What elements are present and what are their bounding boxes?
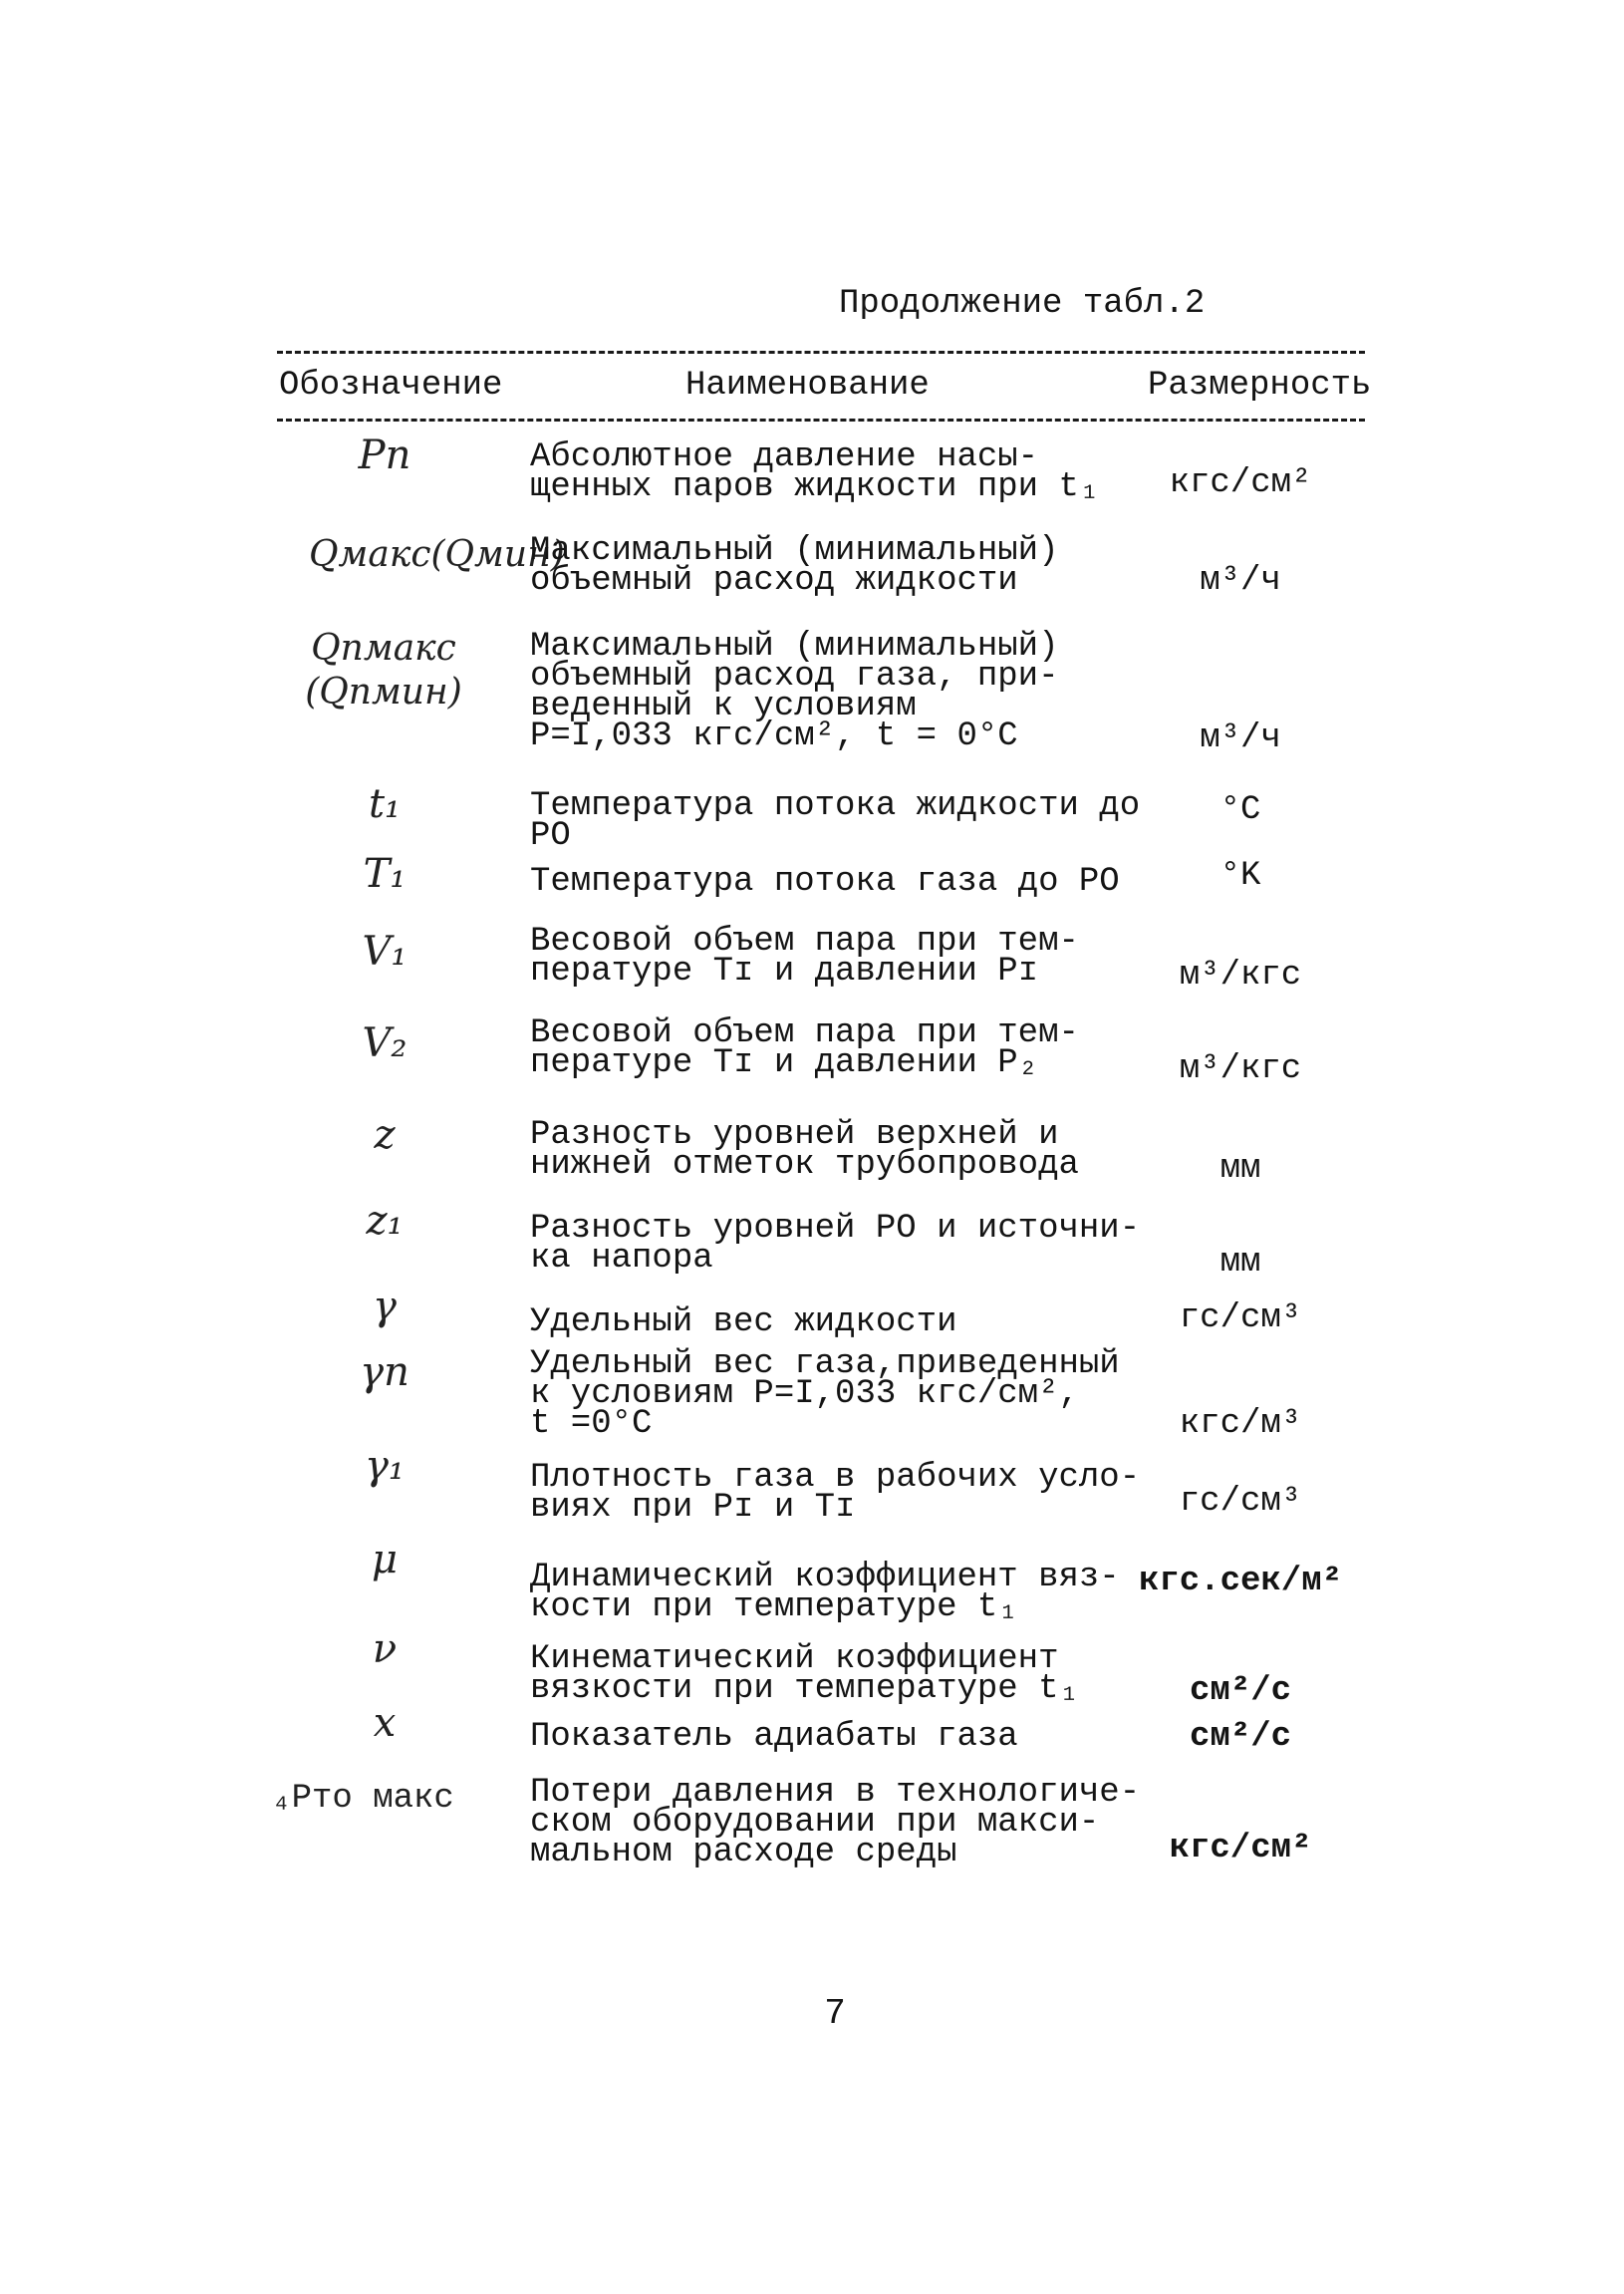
row-name-line: виях при Pɪ и Tɪ — [530, 1489, 856, 1527]
row-name-line: вязкости при температуре t₁ — [530, 1670, 1079, 1708]
row-name-line: объемный расход газа, при- — [530, 658, 1059, 696]
row-name-line: Кинематический коэффициент — [530, 1640, 1059, 1678]
row-symbol: Qмакс(Qмин) — [309, 534, 565, 575]
header-unit: Размерность — [1148, 367, 1372, 405]
row-name-line: Плотность газа в рабочих усло- — [530, 1459, 1141, 1497]
row-symbol: ₄Pто макс — [271, 1780, 454, 1818]
row-symbol-secondary: (Qпмин) — [305, 672, 462, 713]
row-unit: гс/см³ — [1179, 1299, 1302, 1337]
row-name-line: веденный к условиям — [530, 688, 917, 725]
row-unit: м³/ч — [1200, 562, 1281, 600]
row-symbol: Qпмакс — [311, 628, 456, 669]
row-unit: см²/с — [1189, 1672, 1292, 1710]
row-symbol: γп — [360, 1349, 409, 1395]
row-name-line: Динамический коэффициент вяз- — [530, 1559, 1120, 1596]
row-name-line: Максимальный (минимальный) — [530, 532, 1059, 570]
row-name-line: Разность уровней РО и источни- — [530, 1210, 1141, 1248]
row-name-line: Разность уровней верхней и — [530, 1116, 1059, 1154]
row-symbol: μ — [372, 1537, 398, 1582]
row-name-line: Удельный вес жидкости — [530, 1303, 957, 1341]
row-symbol: V₁ — [362, 929, 407, 975]
row-name-line: Весовой объем пара при тем- — [530, 923, 1079, 961]
row-name-line: пературе Tɪ и давлении P₂ — [530, 1044, 1039, 1082]
row-name-line: пературе Tɪ и давлении Pɪ — [530, 953, 1039, 991]
row-symbol: V₂ — [362, 1020, 407, 1066]
row-name-line: ском оборудовании при макси- — [530, 1804, 1100, 1842]
row-name-line: щенных паров жидкости при t₁ — [530, 468, 1100, 506]
row-name-line: к условиям P=I,033 кгс/см², — [530, 1375, 1079, 1413]
row-name-line: Температура потока жидкости до — [530, 787, 1141, 825]
row-name-line: Потери давления в технологиче- — [530, 1774, 1141, 1812]
row-unit: °C — [1219, 791, 1261, 829]
row-unit: кгс/см² — [1169, 464, 1312, 502]
row-symbol: t₁ — [368, 781, 402, 827]
row-name-line: кости при температуре t₁ — [530, 1588, 1018, 1626]
header-name: Наименование — [685, 367, 930, 405]
row-unit: кгс/м³ — [1179, 1405, 1302, 1443]
row-name-line: Весовой объем пара при тем- — [530, 1014, 1079, 1052]
row-symbol: z — [374, 1112, 396, 1158]
table-rule-top — [277, 351, 1365, 354]
header-designation: Обозначение — [279, 367, 503, 405]
table-rule-header — [277, 419, 1365, 422]
row-name-line: РО — [530, 817, 571, 855]
row-symbol: z₁ — [366, 1198, 404, 1244]
row-symbol: ν — [372, 1626, 398, 1672]
row-symbol: Pп — [358, 432, 411, 478]
row-name-line: мальном расходе среды — [530, 1834, 957, 1871]
row-unit: кгс.сек/м² — [1138, 1563, 1343, 1600]
row-name-line: t =0°C — [530, 1405, 653, 1443]
row-name-line: Абсолютное давление насы- — [530, 438, 1039, 476]
row-symbol: T₁ — [363, 851, 406, 897]
row-unit: мм — [1219, 1150, 1261, 1188]
row-name-line: Показатель адиабаты газа — [530, 1718, 1018, 1756]
row-name-line: объемный расход жидкости — [530, 562, 1018, 600]
row-unit: гс/см³ — [1179, 1483, 1302, 1521]
row-unit: кгс/см² — [1169, 1830, 1312, 1867]
row-name-line: нижней отметок трубопровода — [530, 1146, 1079, 1184]
row-unit: м³/кгс — [1179, 957, 1302, 995]
row-unit: м³/кгс — [1179, 1050, 1302, 1088]
row-symbol: γ — [373, 1284, 397, 1329]
row-symbol: γ₁ — [365, 1443, 405, 1489]
row-unit: мм — [1219, 1244, 1261, 1282]
row-symbol: x — [373, 1700, 397, 1746]
row-name-line: P=I,033 кгс/см², t = 0°C — [530, 717, 1018, 755]
row-name-line: Удельный вес газа,приведенный — [530, 1345, 1120, 1383]
row-unit: см²/с — [1189, 1718, 1292, 1756]
page-number: 7 — [824, 1993, 846, 2034]
table-caption: Продолжение табл.2 — [839, 285, 1206, 323]
row-unit: °K — [1219, 857, 1261, 895]
row-name-line: ка напора — [530, 1240, 713, 1278]
row-name-line: Максимальный (минимальный) — [530, 628, 1059, 666]
row-name-line: Температура потока газа до РО — [530, 863, 1120, 901]
row-unit: м³/ч — [1200, 719, 1281, 757]
